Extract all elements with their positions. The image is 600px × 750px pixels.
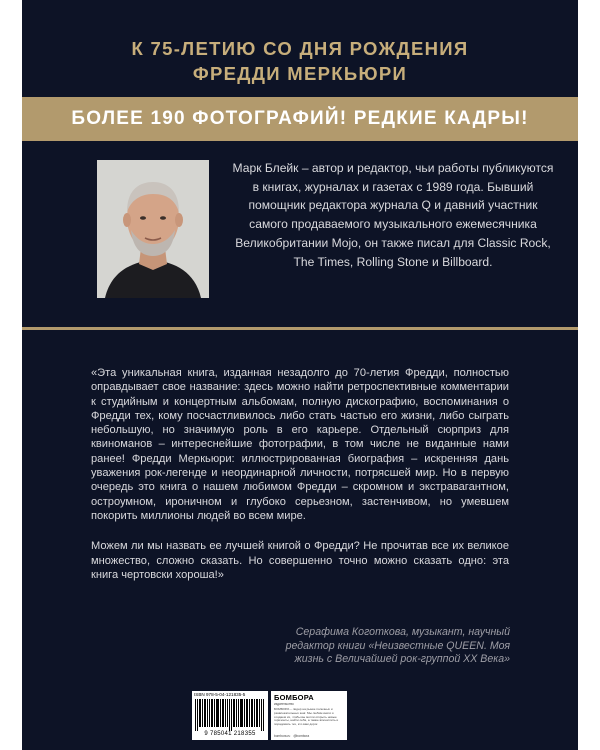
author-photo [97, 160, 209, 298]
publisher-description: БОМБОРА – лидер на рынке полезных и развлекательных книг. Мы любим книги и создаем их, чтобы вы могли открыть новые горизонты, найти себя, а также впечатлить и порадовать тех, кто вам дорог. [274, 707, 339, 727]
publisher-contact-2: @bombora [293, 734, 310, 738]
review-signature [238, 626, 510, 667]
isbn-number: ISBN 978-5-04-121835-5 [194, 692, 246, 697]
headline-line-1: К 75-ЛЕТИЮ СО ДНЯ РОЖДЕНИЯ [131, 38, 469, 59]
barcode-icon [195, 699, 265, 731]
publisher-contacts [274, 734, 309, 738]
publisher-tagline: издательство [274, 702, 294, 706]
barcode-sticker [192, 691, 268, 740]
barcode-digits: 9 785041 218355 [204, 731, 256, 737]
review-quote [91, 366, 509, 582]
signature-line-2: редактор книги «Неизвестные QUEEN. Моя [285, 639, 510, 652]
photos-banner-text: БОЛЕЕ 190 ФОТОГРАФИЙ! РЕДКИЕ КАДРЫ! [71, 108, 529, 129]
headline-line-2: ФРЕДДИ МЕРКЬЮРИ [192, 63, 408, 84]
author-portrait-image [97, 160, 209, 298]
photos-banner [22, 97, 578, 141]
publisher-sticker [271, 691, 347, 740]
signature-line-1: Серафима Коготкова, музыкант, научный [295, 626, 510, 638]
signature-line-3: жизнь с Величайшей рок-группой XX Века» [294, 653, 510, 666]
author-bio: Марк Блейк – автор и редактор, чьи работы публикуются в книгах, журналах и газетах с 1989 года. Бывший помощник редактора журнала Q и давний участник самого продаваемого музыкального ежемесячника Великобритании Mojo, он также писал для Classic Rock, The Times, Rolling Stone и Billboard. [232, 161, 554, 269]
review-paragraph-2: Можем ли мы назвать ее лучшей книгой о Фредди? Не прочитав все их великое множество, сложно сказать. Но совершенно точно можно сказать одно: эта книга чертовски хороша!» [91, 540, 509, 581]
publisher-logo: БОМБОРА [274, 693, 314, 702]
anniversary-headline [22, 36, 578, 86]
publisher-contact-1: bombora.ru [274, 734, 291, 738]
review-paragraph-1: «Эта уникальная книга, изданная незадолго до 70-летия Фредди, полностью оправдывает свое название: здесь можно найти ретроспективные комментарии к студийным и концертным альбомам, полную дискографию, воспоминания о Фредди тех, кому посчастливилось либо стать частью его жизни, либо сыграть небольшую, но значимую роль в его карьере. Отдельный сюрприз для квиноманов – интереснейшие фотографии, в том числе не виданные нами ранее! Фредди Меркьюри: иллюстрированная биография – искренняя дань уважения рок-легенде и неординарной личности, потрясшей мир. Но в первую очередь это книга о нашем любимом Фредди – скромном и экстравагантном, остроумном, ироничном и глубоко серьезном, застенчивом, но умевшем покорить миллионы людей во всем мире. [91, 367, 509, 522]
